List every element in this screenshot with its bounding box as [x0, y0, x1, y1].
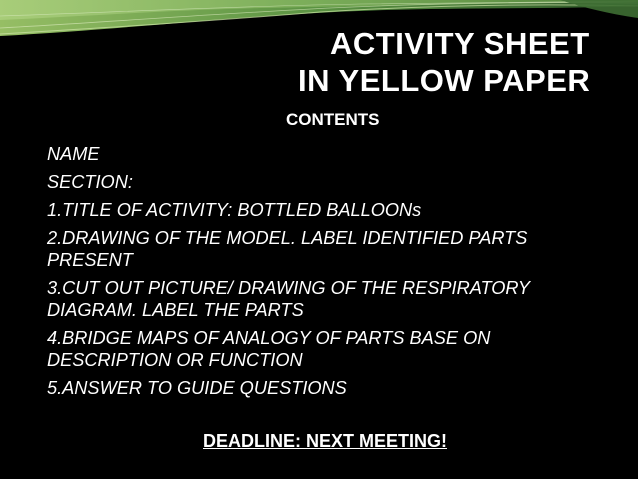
contents-list	[47, 143, 607, 405]
list-item-title-of-activity: 1.TITLE OF ACTIVITY: BOTTLED BALLOONs	[47, 200, 422, 220]
slide-title-line-2: IN YELLOW PAPER	[298, 63, 591, 98]
list-item-section: SECTION:	[47, 172, 133, 192]
contents-heading: CONTENTS	[286, 110, 380, 129]
slide-title-line-1: ACTIVITY SHEET	[330, 26, 590, 61]
list-item-guide-questions: 5.ANSWER TO GUIDE QUESTIONS	[47, 378, 347, 398]
list-item-name: NAME	[47, 144, 100, 164]
list-item-bridge-maps: 4.BRIDGE MAPS OF ANALOGY OF PARTS BASE ON DESCRIPTION OR FUNCTION	[47, 328, 491, 370]
deadline-text: DEADLINE: NEXT MEETING!	[203, 431, 448, 451]
list-item-drawing-of-model: 2.DRAWING OF THE MODEL. LABEL IDENTIFIED PARTS PRESENT	[47, 228, 528, 270]
list-item-respiratory-diagram: 3.CUT OUT PICTURE/ DRAWING OF THE RESPIRATORY DIAGRAM. LABEL THE PARTS	[47, 278, 530, 320]
